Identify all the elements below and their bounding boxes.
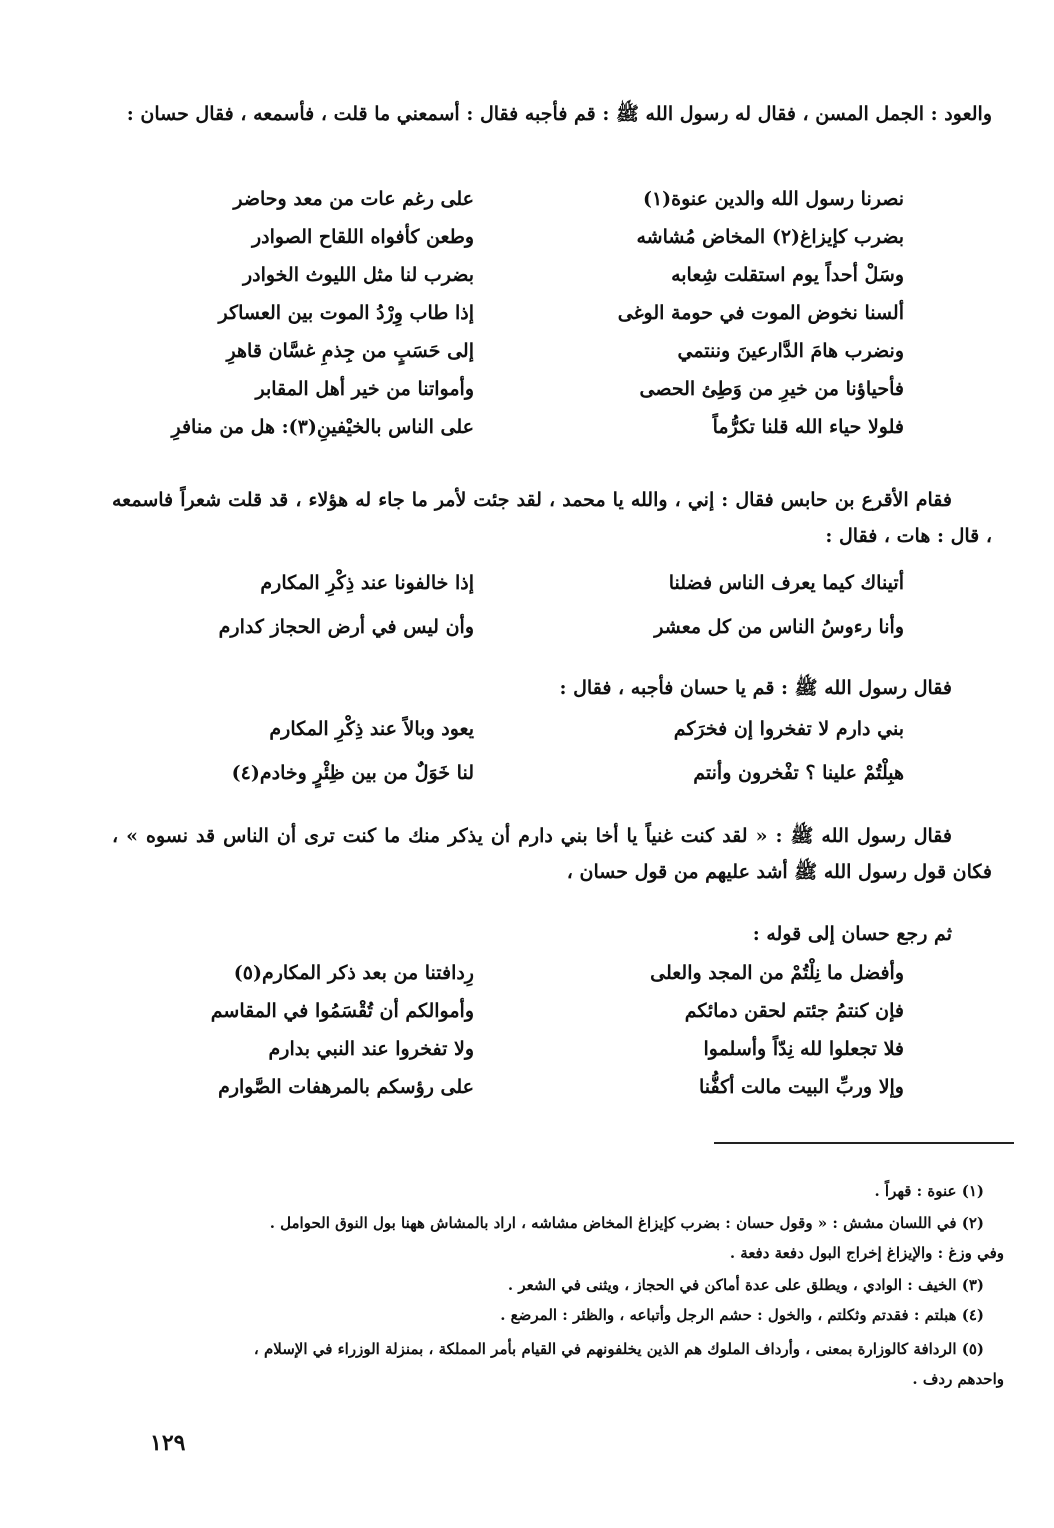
- verse-line: وأنا رءوسُ الناس من كل معشر وأن ليس في أرض الحجاز كدارم: [218, 616, 904, 638]
- poem-2: [144, 572, 904, 660]
- poem-4: [144, 962, 904, 1114]
- verse-line: فأحياؤنا من خيرِ من وَطِئ الحصى وأمواتنا من خير أهل المقابر: [255, 378, 904, 400]
- footnote-1: (١) عنوة : قهراً .: [874, 1182, 984, 1200]
- footnote-5: (٥) الردافة كالوزارة بمعنى ، وأرداف الملوك هم الذين يخلفونهم في القيام بأمر المملكة ، بمنزلة الوزراء في الإسلام ،: [253, 1340, 984, 1358]
- footnote-3: (٣) الخيف : الوادي ، ويطلق على عدة أماكن في الحجاز ، ويثنى في الشعر .: [507, 1276, 984, 1294]
- verse-line: ألسنا نخوض الموت في حومة الوغى إذا طاب وِرْدُ الموت بين العساكر: [218, 302, 904, 324]
- verse-line: أتيناك كيما يعرف الناس فضلنا إذا خالفونا عند ذِكْرِ المكارم: [260, 572, 904, 594]
- footnote-divider: [714, 1142, 1014, 1144]
- footnote-2-continued: وفي وزغ : والإيزاغ إخراج البول دفعة دفعة .: [729, 1244, 1004, 1262]
- verse-line: فإن كنتمُ جئتم لحقن دمائكم وأموالكم أن تُقْسَمُوا في المقاسم: [210, 1000, 904, 1022]
- paragraph-prophet-remark: فقال رسول الله ﷺ : « لقد كنت غنياً يا أخا بني دارم أن يذكر منك ما كنت ترى أن الناس قد نسوه » ، فكان قول رسول الله ﷺ أشد عليهم من قول حسان ،: [112, 825, 992, 883]
- paragraph-aqra: فقام الأقرع بن حابس فقال : إني ، والله يا محمد ، لقد جئت لأمر ما جاء له هؤلاء ، قد قلت شعراً فاسمعه ، قال : هات ، فقال :: [112, 489, 992, 547]
- poem-3: [144, 718, 904, 806]
- verse-line: وإلا وربِّ البيت مالت أكفُّنا على رؤسكم بالمرهفات الصَّوارم: [218, 1076, 904, 1098]
- verse-line: فلولا حياء الله قلنا تكرُّماً على الناس بالخيْفينِ(٣): هل من منافرِ: [171, 416, 904, 438]
- verse-line: ونضرب هامَ الدَّارعينَ وننتمي إلى حَسَبٍ من جِذمِ غسَّان قاهرِ: [226, 340, 904, 362]
- verse-line: فلا تجعلوا لله نِدّاً وأسلموا ولا تفخروا عند النبي بدارم: [268, 1038, 904, 1060]
- poem-1: [144, 188, 904, 454]
- verse-line: هبِلْتُمْ علينا ؟ تفْخرون وأنتم لنا خَوَلٌ من بين ظِئْرٍ وخادم(٤): [231, 762, 904, 784]
- verse-line: وسَلْ أحداً يوم استقلت شِعابه بضرب لنا مثل الليوث الخوادر: [242, 264, 904, 286]
- verse-line: بني دارم لا تفخروا إن فخرَكم يعود وبالاً عند ذِكْرِ المكارم: [269, 718, 904, 740]
- footnote-5-continued: واحدهم ردف .: [912, 1370, 1004, 1388]
- verse-line: نصرنا رسول الله والدين عنوة(١) على رغم عات من معد وحاضر: [233, 188, 904, 210]
- footnote-2: (٢) في اللسان مشش : « وقول حسان : بضرب كإيزاغ المخاض مشاشه ، اراد بالمشاش ههنا بول النوق الحوامل .: [269, 1214, 984, 1232]
- verse-line: بضرب كإيزاغ(٢) المخاض مُشاشه وطعن كأفواه اللقاح الصوادر: [251, 226, 904, 248]
- paragraph-reply-order: فقال رسول الله ﷺ : قم يا حسان فأجبه ، فقال :: [559, 677, 952, 699]
- page-number: ١٢٩: [150, 1430, 186, 1456]
- intro-paragraph: والعود : الجمل المسن ، فقال له رسول الله ﷺ : قم فأجبه فقال : أسمعني ما قلت ، فأسمعه ، فقال حسان :: [126, 103, 992, 125]
- paragraph-hassan-return: ثم رجع حسان إلى قوله :: [752, 923, 952, 945]
- verse-line: وأفضل ما نِلْتُمْ من المجد والعلى رِدافتنا من بعد ذكر المكارم(٥): [233, 962, 904, 984]
- footnote-4: (٤) هبلتم : فقدتم وثكلتم ، والخول : حشم الرجل وأتباعه ، والظئر : المرضع .: [500, 1306, 984, 1324]
